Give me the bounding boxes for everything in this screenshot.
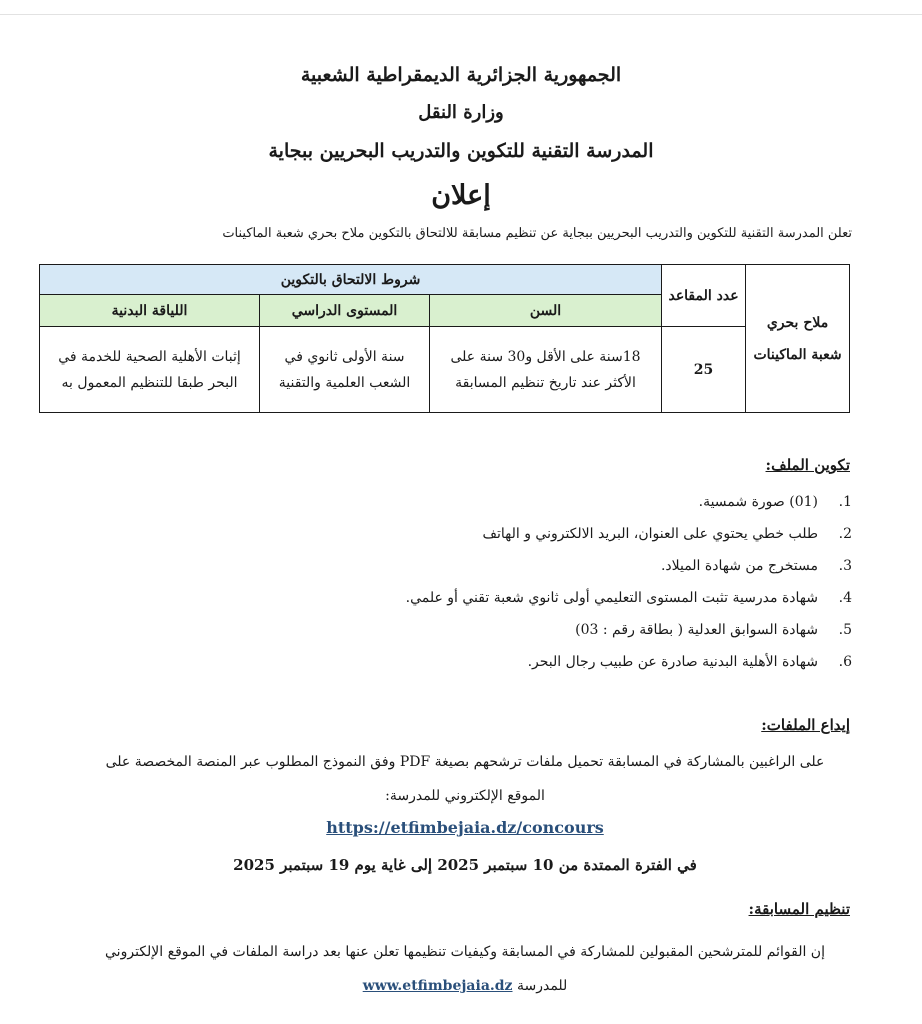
republic-heading: الجمهورية الجزائرية الديمقراطية الشعبية xyxy=(300,64,622,86)
item-number: 1. xyxy=(838,494,852,510)
item-text: شهادة السوابق العدلية ( بطاقة رقم : 03) xyxy=(575,622,818,638)
list-item xyxy=(92,582,852,614)
list-item xyxy=(92,518,852,550)
list-item xyxy=(92,550,852,582)
item-number: 3. xyxy=(838,558,852,574)
deposit-line-2: الموقع الإلكتروني للمدرسة: xyxy=(385,788,545,804)
intro-paragraph: تعلن المدرسة التقنية للتكوين والتدريب البحريين ببجاية عن تنظيم مسابقة للالتحاق بالتكوين ملاح بحري شعبة الماكينات xyxy=(222,226,852,241)
item-text: شهادة الأهلية البدنية صادرة عن طبيب رجال البحر. xyxy=(527,654,818,670)
list-item xyxy=(92,486,852,518)
item-number: 2. xyxy=(838,526,852,542)
item-text: طلب خطي يحتوي على العنوان، البريد الالكتروني و الهاتف xyxy=(482,526,818,542)
ministry-heading: وزارة النقل xyxy=(418,102,504,123)
school-heading: المدرسة التقنية للتكوين والتدريب البحريين ببجاية xyxy=(268,140,654,162)
deposit-section-title: إيداع الملفات: xyxy=(761,716,850,734)
item-number: 6. xyxy=(838,654,852,670)
conditions-header: شروط الالتحاق بالتكوين xyxy=(40,265,662,295)
item-text: (01) صورة شمسية. xyxy=(698,494,818,510)
level-value: سنة الأولى ثانوي في الشعب العلمية والتقنية xyxy=(260,327,430,413)
item-number: 4. xyxy=(838,590,852,606)
seats-header: عدد المقاعد xyxy=(662,265,746,327)
fitness-header: اللياقة البدنية xyxy=(40,295,260,327)
organization-section-title: تنظيم المسابقة: xyxy=(748,900,850,918)
seats-value: 25 xyxy=(662,327,746,413)
announcement-title: إعلان xyxy=(431,180,491,211)
conditions-table xyxy=(39,264,850,413)
organization-line-2 xyxy=(60,978,870,994)
level-header: المستوى الدراسي xyxy=(260,295,430,327)
list-item xyxy=(92,646,852,678)
item-number: 5. xyxy=(838,622,852,638)
item-text: شهادة مدرسية تثبت المستوى التعليمي أولى ثانوي شعبة تقني أو علمي. xyxy=(405,590,818,606)
fitness-value: إثبات الأهلية الصحية للخدمة في البحر طبقا للتنظيم المعمول به xyxy=(40,327,260,413)
organization-line-2-prefix: للمدرسة xyxy=(516,978,568,994)
age-header: السن xyxy=(430,295,662,327)
deposit-line-1: على الراغبين بالمشاركة في المسابقة تحميل ملفات ترشحهم بصيغة PDF وفق النموذج المطلوب عبر المنصة المخصصة على xyxy=(105,754,825,770)
organization-line-1: إن القوائم للمترشحين المقبولين للمشاركة في المسابقة وكيفيات تنظيمها تعلن عنها بعد دراسة الملفات في الموقع الإلكتروني xyxy=(105,944,825,960)
deposit-period: في الفترة الممتدة من 10 سبتمبر 2025 إلى غاية يوم 19 سبتمبر 2025 xyxy=(233,856,697,874)
website-link[interactable]: www.etfimbejaia.dz xyxy=(362,978,513,994)
specialty-cell: ملاح بحري شعبة الماكينات xyxy=(746,265,850,413)
concours-link[interactable]: https://etfimbejaia.dz/concours xyxy=(326,818,604,837)
list-item xyxy=(92,614,852,646)
documents-list xyxy=(92,486,852,678)
item-text: مستخرج من شهادة الميلاد. xyxy=(660,558,818,574)
age-value: 18سنة على الأقل و30 سنة على الأكثر عند تاريخ تنظيم المسابقة xyxy=(430,327,662,413)
file-section-title: تكوين الملف: xyxy=(765,456,850,474)
